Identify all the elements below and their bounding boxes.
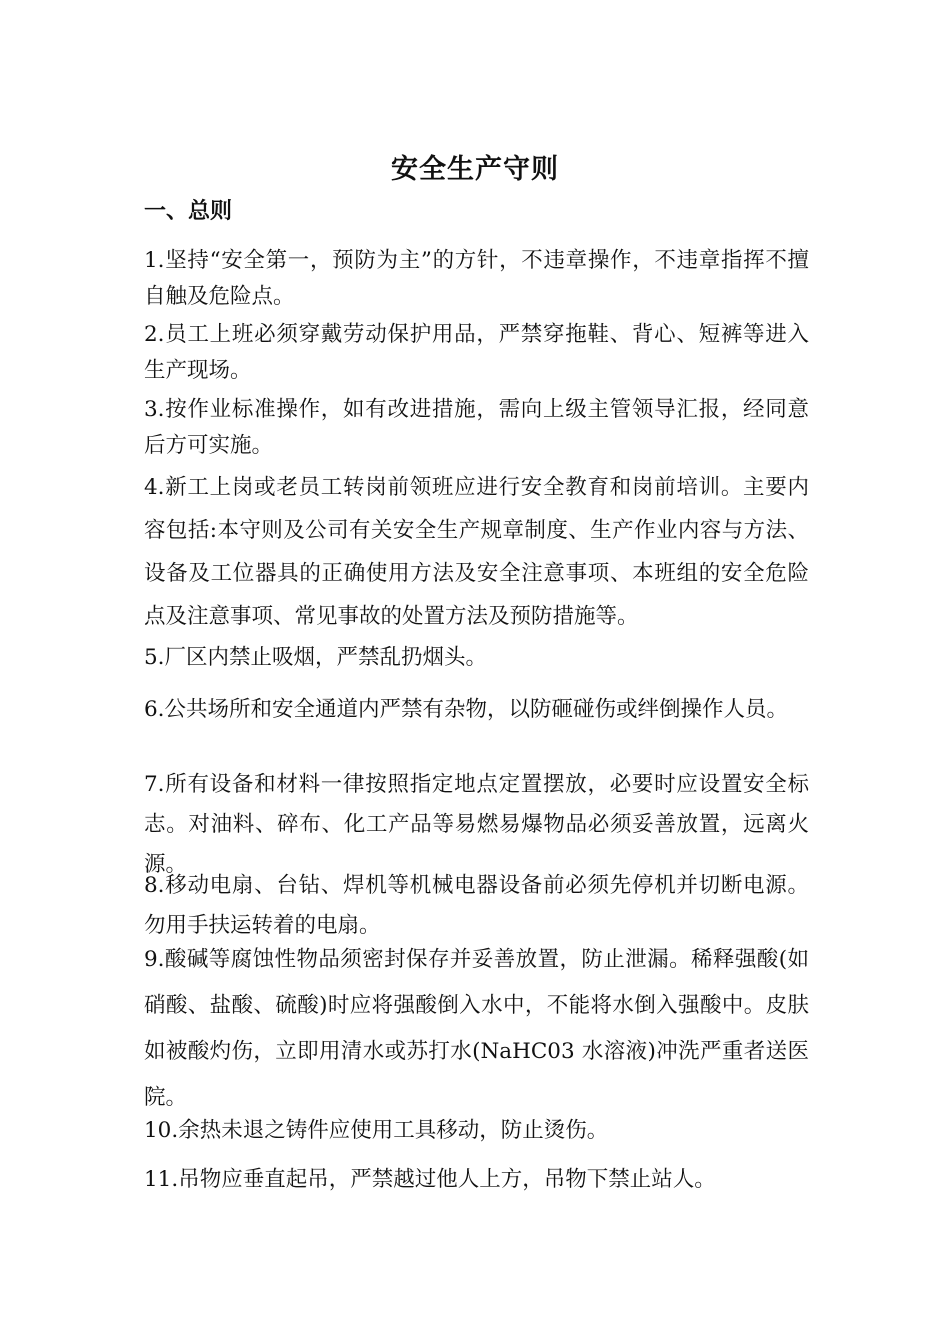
paragraph-8: 8.移动电扇、台钻、焊机等机械电器设备前必须先停机并切断电源。勿用手扶运转着的电扇。 xyxy=(144,873,809,938)
paragraph-3: 3.按作业标准操作，如有改进措施，需向上级主管领导汇报，经同意后方可实施。 xyxy=(144,397,809,458)
paragraph-2: 2.员工上班必须穿戴劳动保护用品，严禁穿拖鞋、背心、短裤等进入生产现场。 xyxy=(144,322,809,383)
paragraph-7: 7.所有设备和材料一律按照指定地点定置摆放，必要时应设置安全标志。对油料、碎布、化工产品等易燃易爆物品必须妥善放置，远离火源。 xyxy=(144,772,809,877)
page-title: 安全生产守则 xyxy=(391,154,559,185)
section-heading: 一、总则 xyxy=(144,198,233,224)
paragraph-10: 10.余热未退之铸件应使用工具移动，防止烫伤。 xyxy=(144,1118,609,1143)
paragraph-4: 4.新工上岗或老员工转岗前领班应进行安全教育和岗前培训。主要内容包括:本守则及公司有关安全生产规章制度、生产作业内容与方法、设备及工位器具的正确使用方法及安全注意事项、本班组的安全危险点及注意事项、常见事故的处置方法及预防措施等。 xyxy=(144,475,809,629)
paragraph-6: 6.公共场所和安全通道内严禁有杂物，以防砸碰伤或绊倒操作人员。 xyxy=(144,697,789,722)
paragraph-5: 5.厂区内禁止吸烟，严禁乱扔烟头。 xyxy=(144,645,488,670)
paragraph-1: 1.坚持“安全第一，预防为主”的方针，不违章操作，不违章指挥不擅自触及危险点。 xyxy=(144,248,809,309)
paragraph-9: 9.酸碱等腐蚀性物品须密封保存并妥善放置，防止泄漏。稀释强酸(如硝酸、盐酸、硫酸)时应将强酸倒入水中，不能将水倒入强酸中。皮肤如被酸灼伤，立即用清水或苏打水(NaHC03 水溶液)冲洗严重者送医院。 xyxy=(144,947,809,1110)
paragraph-11: 11.吊物应垂直起吊，严禁越过他人上方，吊物下禁止站人。 xyxy=(144,1167,716,1192)
